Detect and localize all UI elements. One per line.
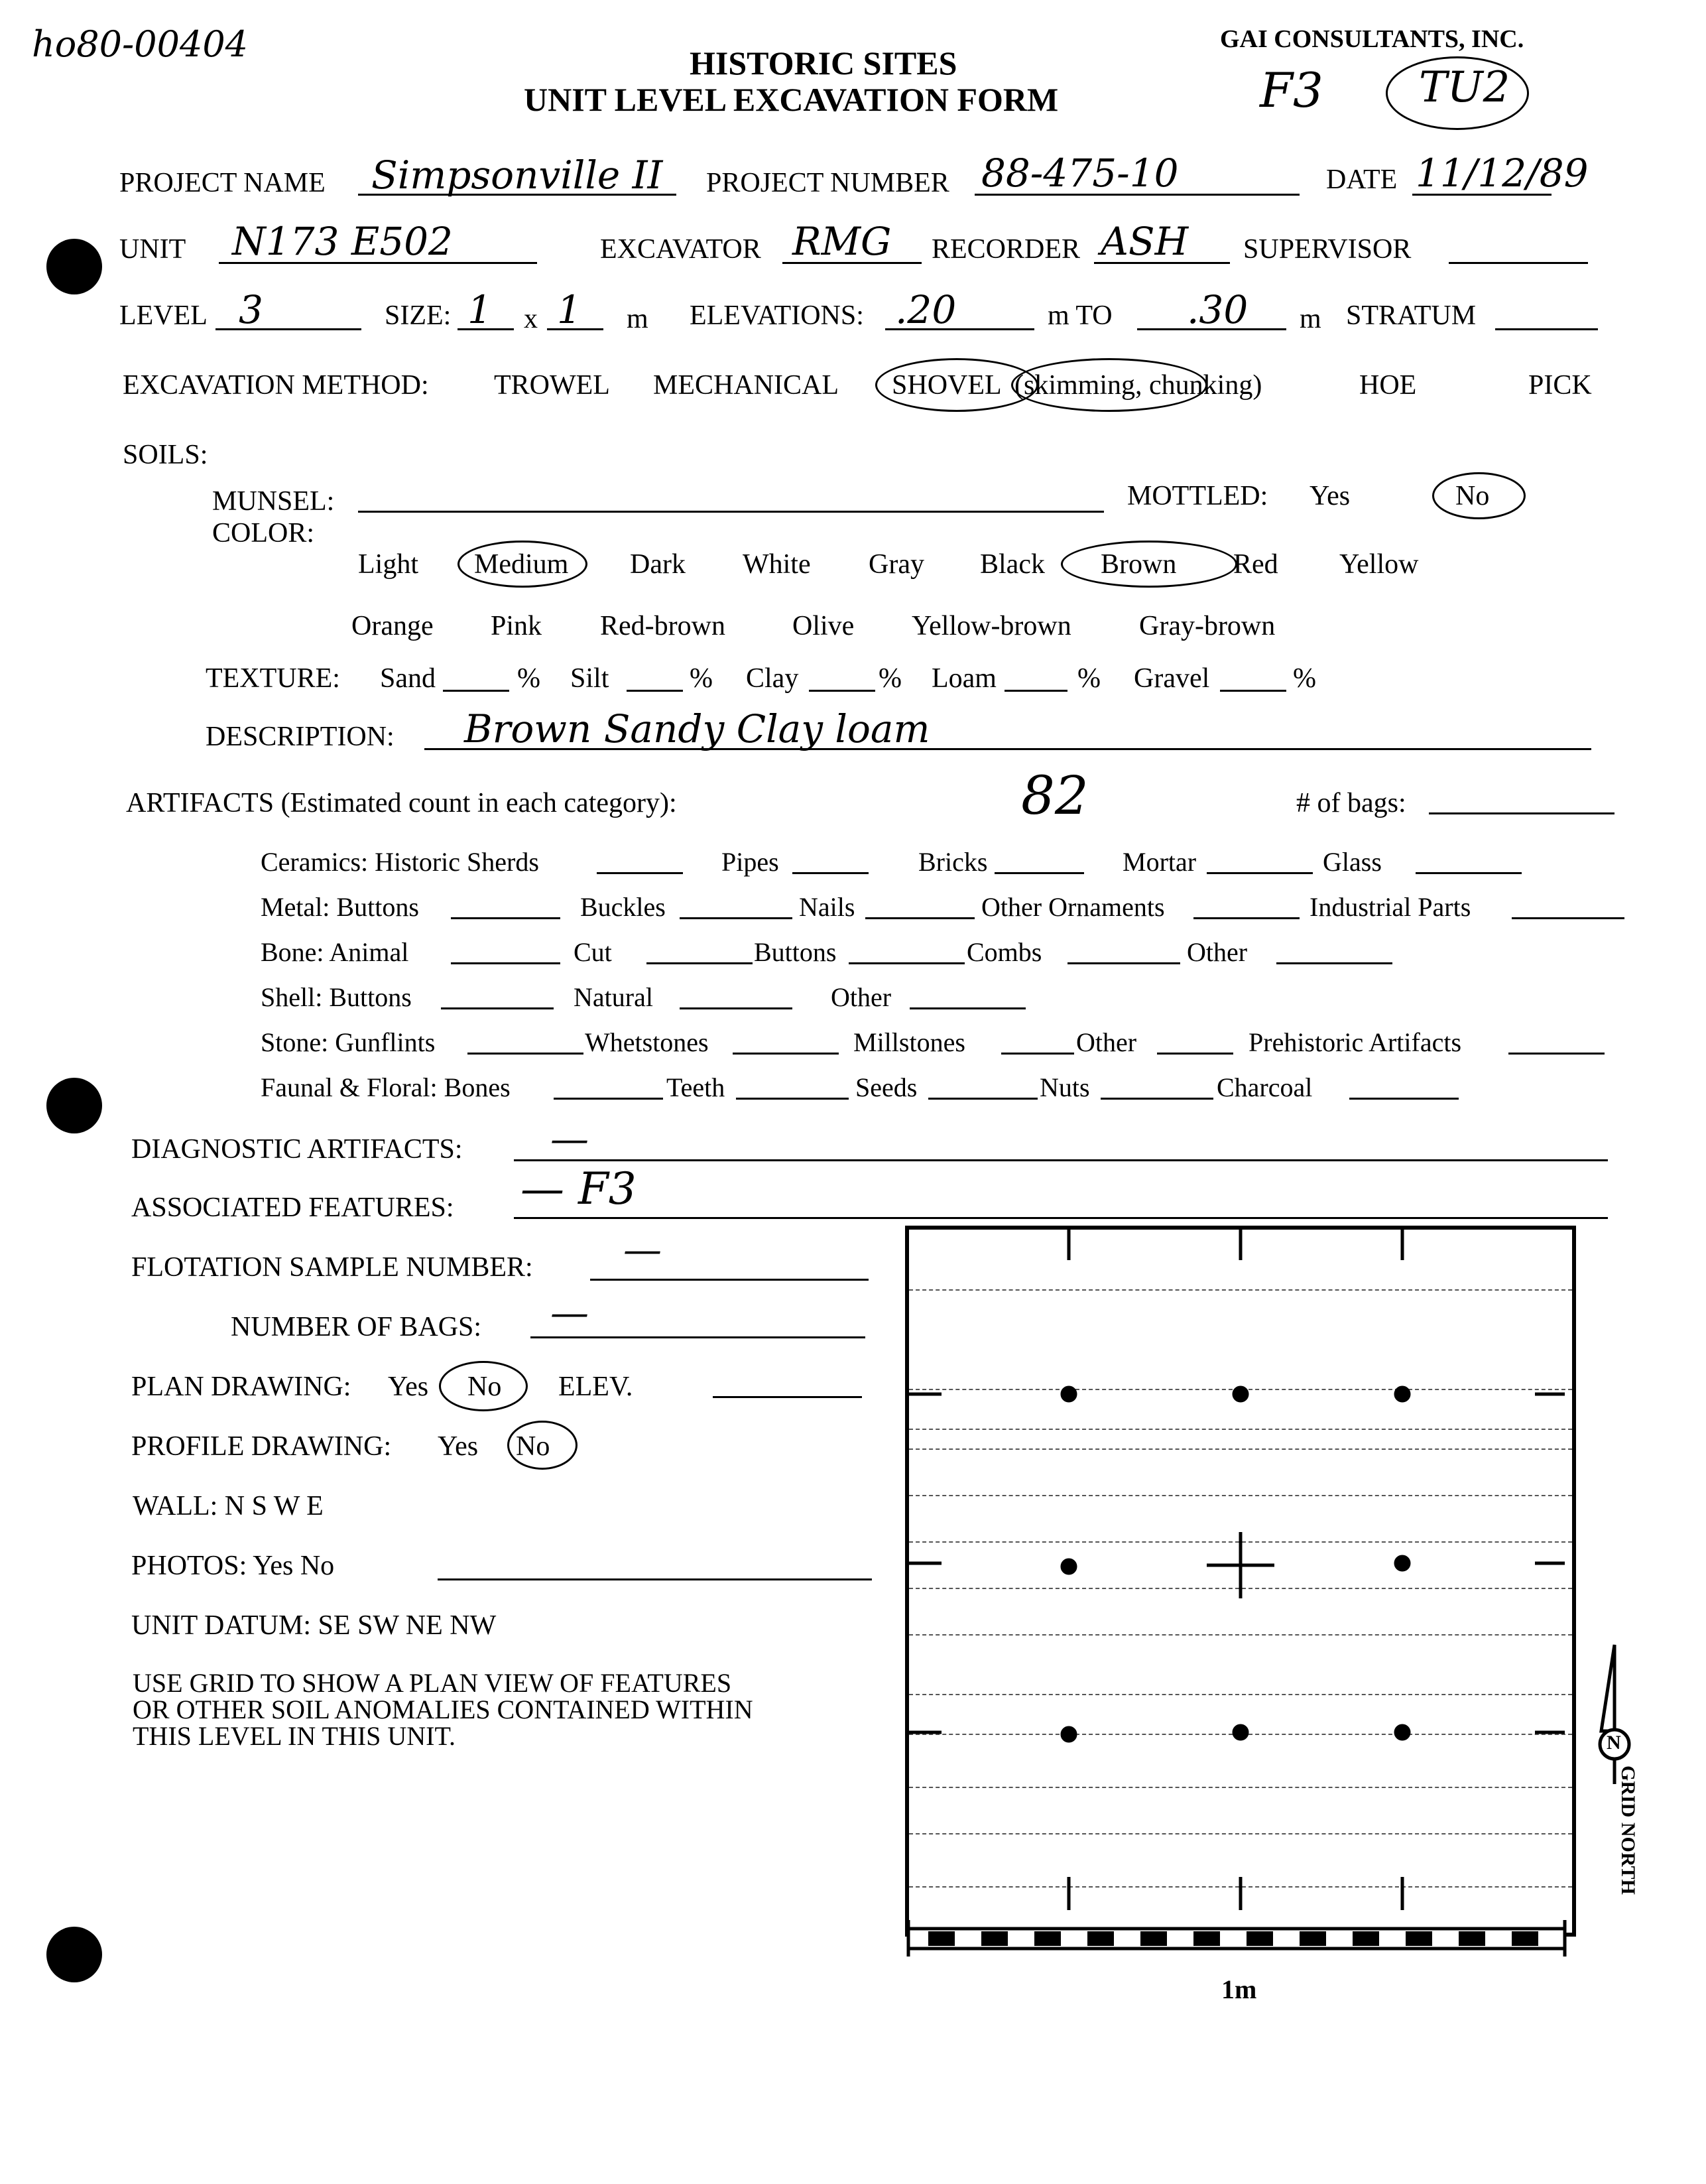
elev-unit: m bbox=[1300, 304, 1321, 334]
excavator-value: RMG bbox=[792, 219, 892, 264]
line bbox=[597, 872, 683, 874]
line bbox=[1508, 1053, 1605, 1055]
level-line bbox=[215, 328, 361, 330]
line bbox=[1416, 872, 1522, 874]
line bbox=[646, 962, 753, 964]
tag-mark: TU2 bbox=[1419, 63, 1510, 112]
instruction-line1: USE GRID TO SHOW A PLAN VIEW OF FEATURES bbox=[133, 1668, 732, 1698]
texture-silt-pct: % bbox=[690, 663, 713, 694]
line bbox=[451, 917, 560, 919]
texture-clay: Clay bbox=[746, 663, 799, 694]
plan-elev-label: ELEV. bbox=[558, 1372, 633, 1402]
line bbox=[680, 917, 792, 919]
line bbox=[1512, 917, 1624, 919]
method-pick: PICK bbox=[1528, 370, 1592, 401]
color-olive: Olive bbox=[792, 611, 855, 641]
texture-loam-line bbox=[1005, 690, 1067, 692]
texture-loam-pct: % bbox=[1077, 663, 1101, 694]
profile-no: No bbox=[516, 1431, 550, 1462]
grid-point bbox=[1062, 1387, 1075, 1401]
supervisor-label: SUPERVISOR bbox=[1243, 234, 1412, 265]
scale-bar bbox=[908, 1920, 1565, 1957]
mottled-label: MOTTLED: bbox=[1127, 481, 1268, 511]
color-red: Red bbox=[1233, 549, 1278, 580]
stratum-label: STRATUM bbox=[1346, 300, 1477, 331]
plan-drawing-label: PLAN DRAWING: bbox=[131, 1372, 351, 1402]
texture-sand-pct: % bbox=[517, 663, 540, 694]
bone-other: Other bbox=[1187, 937, 1248, 967]
profile-yes: Yes bbox=[438, 1431, 479, 1462]
number-of-bags-label: NUMBER OF BAGS: bbox=[231, 1312, 482, 1342]
line bbox=[441, 1007, 554, 1009]
mottled-no: No bbox=[1455, 481, 1490, 511]
faunal-bones: Faunal & Floral: Bones bbox=[261, 1072, 511, 1102]
project-name-label: PROJECT NAME bbox=[119, 168, 326, 198]
flotation-value: — bbox=[623, 1227, 662, 1272]
ceramics-pipes: Pipes bbox=[721, 847, 779, 877]
stone-whetstones: Whetstones bbox=[585, 1027, 709, 1057]
metal-buckles: Buckles bbox=[580, 892, 666, 922]
grid-point bbox=[1396, 1387, 1409, 1401]
color-white: White bbox=[743, 549, 811, 580]
color-black: Black bbox=[980, 549, 1045, 580]
mottled-yes: Yes bbox=[1310, 481, 1351, 511]
line bbox=[1193, 917, 1300, 919]
punch-hole bbox=[46, 1078, 102, 1133]
instruction-line3: THIS LEVEL IN THIS UNIT. bbox=[133, 1721, 456, 1751]
method-shovel: SHOVEL bbox=[892, 370, 1002, 401]
munsel-line bbox=[358, 511, 1104, 513]
line bbox=[1067, 962, 1180, 964]
diagnostic-value: — bbox=[550, 1116, 589, 1161]
wall-label: WALL: N S W E bbox=[133, 1491, 324, 1521]
size-times: x bbox=[524, 304, 538, 334]
bone-buttons: Buttons bbox=[754, 937, 837, 967]
stone-prehistoric: Prehistoric Artifacts bbox=[1249, 1027, 1462, 1057]
unit-value: N173 E502 bbox=[232, 219, 453, 264]
bags-count-line bbox=[1429, 812, 1615, 814]
plan-yes: Yes bbox=[388, 1372, 429, 1402]
size-unit: m bbox=[627, 304, 648, 334]
color-dark: Dark bbox=[630, 549, 686, 580]
project-name-value: Simpsonville II bbox=[371, 153, 663, 198]
grid-point bbox=[1396, 1726, 1409, 1739]
line bbox=[467, 1053, 583, 1055]
level-value: 3 bbox=[239, 287, 263, 332]
excavator-label: EXCAVATOR bbox=[600, 234, 761, 265]
description-label: DESCRIPTION: bbox=[206, 722, 395, 752]
faunal-nuts: Nuts bbox=[1040, 1072, 1090, 1102]
document-id: ho80-00404 bbox=[32, 23, 249, 65]
texture-loam: Loam bbox=[932, 663, 997, 694]
line bbox=[1101, 1098, 1213, 1100]
size-label: SIZE: bbox=[385, 300, 452, 331]
texture-clay-pct: % bbox=[879, 663, 902, 694]
line bbox=[736, 1098, 849, 1100]
grid-point bbox=[1396, 1557, 1409, 1570]
features-line bbox=[514, 1217, 1608, 1219]
plan-elev-line bbox=[713, 1396, 862, 1398]
features-label: ASSOCIATED FEATURES: bbox=[131, 1192, 454, 1223]
faunal-teeth: Teeth bbox=[666, 1072, 725, 1102]
line bbox=[1207, 872, 1313, 874]
method-trowel: TROWEL bbox=[494, 370, 610, 401]
color-red-brown: Red-brown bbox=[600, 611, 725, 641]
faunal-seeds: Seeds bbox=[855, 1072, 918, 1102]
recorder-label: RECORDER bbox=[932, 234, 1081, 265]
shell-other: Other bbox=[831, 982, 892, 1012]
description-value: Brown Sandy Clay loam bbox=[464, 706, 930, 751]
line bbox=[1157, 1053, 1233, 1055]
line bbox=[680, 1007, 792, 1009]
method-label: EXCAVATION METHOD: bbox=[123, 370, 429, 401]
flotation-label: FLOTATION SAMPLE NUMBER: bbox=[131, 1252, 533, 1283]
texture-sand: Sand bbox=[380, 663, 436, 694]
color-orange: Orange bbox=[351, 611, 434, 641]
munsel-label: MUNSEL: bbox=[212, 486, 335, 517]
texture-sand-line bbox=[443, 690, 509, 692]
texture-gravel-pct: % bbox=[1293, 663, 1316, 694]
method-mechanical: MECHANICAL bbox=[653, 370, 839, 401]
texture-silt-line bbox=[627, 690, 683, 692]
line bbox=[928, 1098, 1038, 1100]
line bbox=[451, 962, 560, 964]
grid-point bbox=[1234, 1726, 1247, 1739]
form-title-line2: UNIT LEVEL EXCAVATION FORM bbox=[524, 81, 1059, 118]
recorder-value: ASH bbox=[1101, 219, 1189, 264]
flotation-line bbox=[590, 1279, 869, 1281]
feature-mark: F3 bbox=[1260, 62, 1323, 118]
size-y-value: 1 bbox=[557, 287, 581, 332]
line bbox=[1349, 1098, 1459, 1100]
faunal-charcoal: Charcoal bbox=[1217, 1072, 1313, 1102]
level-label: LEVEL bbox=[119, 300, 208, 331]
elev-to-label: m TO bbox=[1048, 300, 1113, 331]
texture-clay-line bbox=[809, 690, 875, 692]
elevations-label: ELEVATIONS: bbox=[690, 300, 864, 331]
scale-label: 1m bbox=[1221, 1974, 1257, 2004]
punch-hole bbox=[46, 1927, 102, 1982]
line bbox=[733, 1053, 839, 1055]
color-label: COLOR: bbox=[212, 518, 315, 548]
bone-animal: Bone: Animal bbox=[261, 937, 409, 967]
date-value: 11/12/89 bbox=[1416, 151, 1589, 196]
color-gray-brown: Gray-brown bbox=[1139, 611, 1276, 641]
stone-other: Other bbox=[1076, 1027, 1137, 1057]
color-light: Light bbox=[358, 549, 418, 580]
bone-combs: Combs bbox=[967, 937, 1042, 967]
metal-buttons: Metal: Buttons bbox=[261, 892, 419, 922]
metal-nails: Nails bbox=[799, 892, 855, 922]
metal-industrial: Industrial Parts bbox=[1310, 892, 1471, 922]
method-skimming: (skimming, chunking) bbox=[1014, 370, 1262, 401]
stratum-line bbox=[1495, 328, 1598, 330]
project-number-value: 88-475-10 bbox=[981, 151, 1179, 196]
color-gray: Gray bbox=[869, 549, 924, 580]
grid-north-label: GRID NORTH bbox=[1617, 1766, 1639, 1895]
grid-point bbox=[1234, 1387, 1247, 1401]
artifacts-label: ARTIFACTS (Estimated count in each category): bbox=[126, 788, 677, 818]
color-yellow-brown: Yellow-brown bbox=[912, 611, 1071, 641]
metal-ornaments: Other Ornaments bbox=[981, 892, 1165, 922]
color-brown: Brown bbox=[1101, 549, 1177, 580]
line bbox=[1001, 1053, 1074, 1055]
line bbox=[849, 962, 965, 964]
shell-natural: Natural bbox=[574, 982, 653, 1012]
shell-buttons: Shell: Buttons bbox=[261, 982, 412, 1012]
grid-point bbox=[1062, 1560, 1075, 1573]
bags-count-label: # of bags: bbox=[1296, 788, 1406, 818]
stone-gunflints: Stone: Gunflints bbox=[261, 1027, 436, 1057]
artifacts-count: 82 bbox=[1021, 765, 1089, 826]
line bbox=[910, 1007, 1026, 1009]
grid-point bbox=[1062, 1728, 1075, 1741]
color-pink: Pink bbox=[491, 611, 542, 641]
number-of-bags-line bbox=[530, 1336, 865, 1338]
line bbox=[995, 872, 1084, 874]
texture-label: TEXTURE: bbox=[206, 663, 340, 694]
texture-gravel: Gravel bbox=[1134, 663, 1210, 694]
company-name: GAI CONSULTANTS, INC. bbox=[1220, 25, 1524, 53]
photos-line bbox=[438, 1578, 872, 1580]
line bbox=[865, 917, 975, 919]
ceramics-bricks: Bricks bbox=[918, 847, 988, 877]
stone-millstones: Millstones bbox=[853, 1027, 965, 1057]
elev-from-value: .20 bbox=[895, 287, 957, 332]
plan-no: No bbox=[467, 1372, 502, 1402]
supervisor-line bbox=[1449, 262, 1588, 264]
color-medium: Medium bbox=[474, 549, 569, 580]
color-yellow: Yellow bbox=[1339, 549, 1419, 580]
method-hoe: HOE bbox=[1359, 370, 1417, 401]
line bbox=[554, 1098, 663, 1100]
ceramics-mortar: Mortar bbox=[1123, 847, 1197, 877]
elev-to-value: .30 bbox=[1187, 287, 1249, 332]
bone-cut: Cut bbox=[574, 937, 612, 967]
ceramics-sherds: Ceramics: Historic Sherds bbox=[261, 847, 539, 877]
number-of-bags-value: — bbox=[550, 1290, 589, 1335]
instruction-line2: OR OTHER SOIL ANOMALIES CONTAINED WITHIN bbox=[133, 1695, 753, 1724]
texture-silt: Silt bbox=[570, 663, 609, 694]
form-title-line1: HISTORIC SITES bbox=[690, 44, 957, 82]
plan-grid-marks bbox=[862, 1220, 1611, 1990]
texture-gravel-line bbox=[1220, 690, 1286, 692]
unit-label: UNIT bbox=[119, 234, 186, 265]
soils-label: SOILS: bbox=[123, 440, 208, 470]
profile-drawing-label: PROFILE DRAWING: bbox=[131, 1431, 392, 1462]
punch-hole bbox=[46, 239, 102, 294]
line bbox=[792, 872, 869, 874]
features-value: — F3 bbox=[520, 1163, 637, 1214]
photos-label: PHOTOS: Yes No bbox=[131, 1551, 335, 1581]
project-number-label: PROJECT NUMBER bbox=[706, 168, 949, 198]
date-label: DATE bbox=[1326, 164, 1398, 195]
north-letter: N bbox=[1607, 1732, 1621, 1754]
diagnostic-label: DIAGNOSTIC ARTIFACTS: bbox=[131, 1134, 463, 1165]
unit-datum-label: UNIT DATUM: SE SW NE NW bbox=[131, 1610, 497, 1641]
ceramics-glass: Glass bbox=[1323, 847, 1382, 877]
line bbox=[1276, 962, 1392, 964]
diagnostic-line bbox=[514, 1159, 1608, 1161]
size-x-value: 1 bbox=[467, 287, 492, 332]
